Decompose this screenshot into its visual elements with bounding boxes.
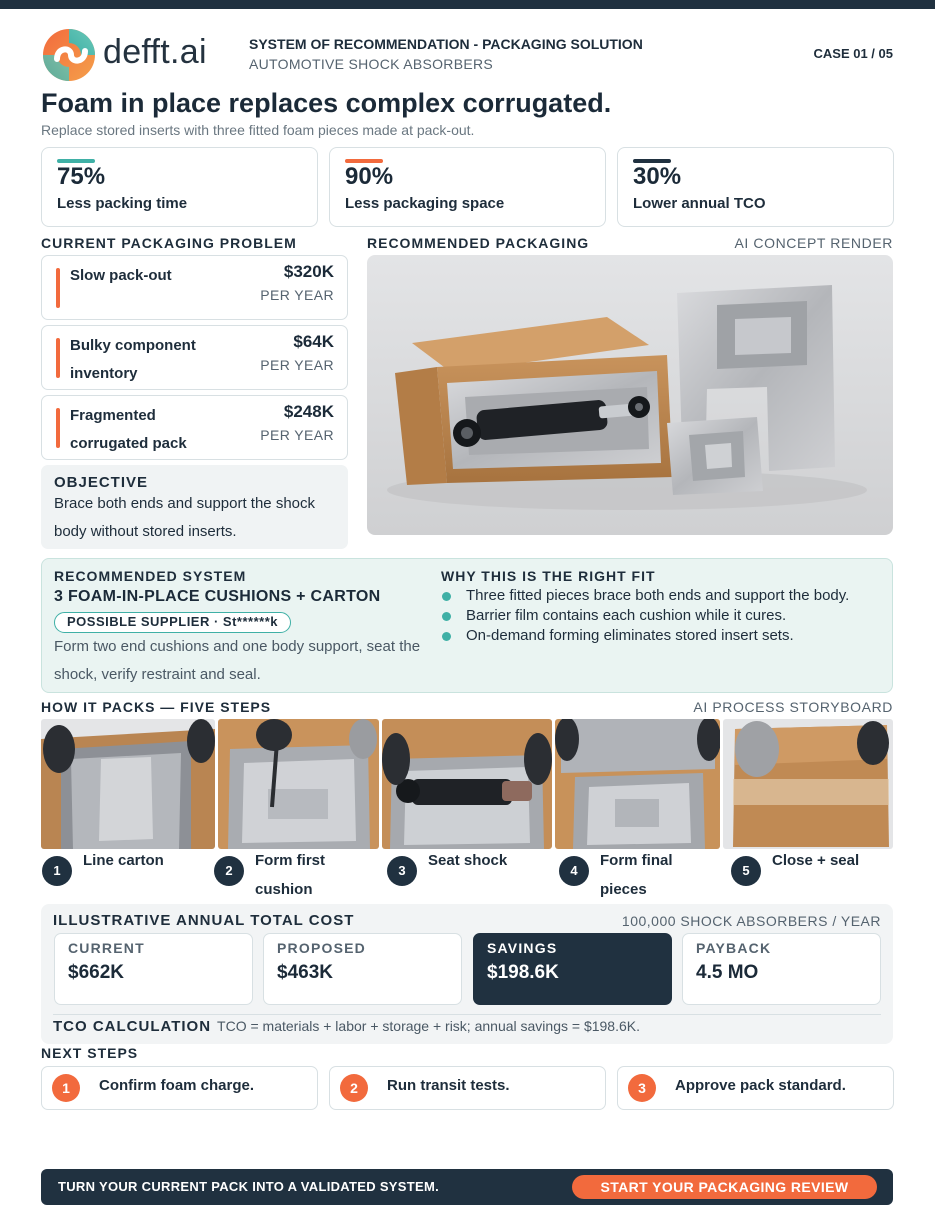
stat-card-packaging-space [329, 147, 606, 227]
step-image-form-final-pieces [555, 719, 720, 849]
tco-calc-label: TCO CALCULATION [53, 1018, 212, 1035]
why-fit-text: On-demand forming eliminates stored insert sets. [466, 627, 794, 644]
start-review-button[interactable]: START YOUR PACKAGING REVIEW [572, 1175, 877, 1199]
problem-accent [56, 408, 60, 448]
next-step-approve-standard [617, 1066, 894, 1110]
steps-section-title: HOW IT PACKS — FIVE STEPS [41, 699, 272, 715]
step-number-badge: 2 [214, 856, 244, 886]
next-step-transit-tests [329, 1066, 606, 1110]
bullet-icon [442, 612, 451, 621]
tco-title: ILLUSTRATIVE ANNUAL TOTAL COST [53, 912, 355, 929]
divider [53, 1014, 881, 1015]
stat-label: Less packaging space [345, 195, 505, 212]
cta-text: TURN YOUR CURRENT PACK INTO A VALIDATED SYSTEM. [58, 1179, 440, 1194]
bullet-icon [442, 592, 451, 601]
steps-tag: AI PROCESS STORYBOARD [693, 699, 893, 715]
stat-label: Less packing time [57, 195, 188, 212]
problem-period: PER YEAR [260, 427, 334, 443]
problem-item [41, 395, 348, 460]
stat-value: 75% [57, 163, 106, 190]
problem-amount: $320K [283, 262, 334, 281]
tco-volume: 100,000 SHOCK ABSORBERS / YEAR [621, 913, 881, 929]
packaging-render-illustration [367, 255, 893, 535]
step-number-badge: 1 [42, 856, 72, 886]
tco-calc-text: TCO = materials + labor + storage + risk; annual savings = $198.6K. [217, 1018, 640, 1034]
problem-accent [56, 338, 60, 378]
problem-item [41, 325, 348, 390]
problem-item [41, 255, 348, 320]
why-fit-text: Three fitted pieces brace both ends and support the body. [466, 587, 850, 604]
step-label: Line carton [83, 852, 164, 869]
recommended-system-name: 3 FOAM-IN-PLACE CUSHIONS + CARTON [54, 588, 381, 605]
next-step-number: 1 [52, 1074, 80, 1102]
tco-card-value: 4.5 MO [696, 962, 759, 983]
bullet-icon [442, 632, 451, 641]
recommended-system-description: Form two end cushions and one body support, seat the shock, verify restraint and seal. [54, 638, 421, 683]
why-fit-title: WHY THIS IS THE RIGHT FIT [441, 568, 656, 584]
stat-label: Lower annual TCO [633, 195, 766, 212]
stat-value: 90% [345, 163, 394, 190]
step-image-line-carton [41, 719, 215, 849]
why-fit-text: Barrier film contains each cushion while it cures. [466, 607, 787, 624]
next-step-number: 3 [628, 1074, 656, 1102]
concept-render-image [367, 255, 893, 535]
recommended-packaging-title: RECOMMENDED PACKAGING [367, 235, 590, 251]
tco-savings-card [473, 933, 672, 1005]
problem-label: Bulky component inventory [70, 337, 196, 382]
step-number-badge: 4 [559, 856, 589, 886]
step-image-close-seal [723, 719, 893, 849]
tco-card-value: $463K [277, 962, 333, 983]
tco-proposed-card [263, 933, 462, 1005]
problem-period: PER YEAR [260, 287, 334, 303]
problem-accent [56, 268, 60, 308]
stat-value: 30% [633, 163, 682, 190]
recommended-system-title: RECOMMENDED SYSTEM [54, 568, 247, 584]
defft-logo-icon [41, 27, 97, 83]
next-steps-title: NEXT STEPS [41, 1045, 139, 1061]
supplier-badge: POSSIBLE SUPPLIER · St******k [54, 612, 291, 633]
recommended-system-panel [41, 558, 893, 693]
tco-card-label: SAVINGS [487, 940, 558, 956]
top-bar [0, 0, 935, 9]
tco-panel [41, 904, 893, 1044]
next-step-label: Run transit tests. [387, 1077, 510, 1094]
step-label: Form first cushion [255, 852, 326, 898]
problem-label: Fragmented corrugated pack [70, 407, 187, 452]
objective-title: OBJECTIVE [54, 474, 149, 491]
tco-card-label: PAYBACK [696, 940, 772, 956]
next-step-confirm-foam [41, 1066, 318, 1110]
tco-card-label: CURRENT [68, 940, 145, 956]
stat-card-packing-time [41, 147, 318, 227]
tco-card-label: PROPOSED [277, 940, 366, 956]
step-label: Seat shock [428, 852, 508, 869]
objective-body: Brace both ends and support the shock body without stored inserts. [54, 495, 316, 540]
page-subline: Replace stored inserts with three fitted foam pieces made at pack-out. [41, 122, 475, 138]
next-step-label: Approve pack standard. [675, 1077, 846, 1094]
stat-card-annual-tco [617, 147, 894, 227]
case-counter: CASE 01 / 05 [813, 46, 893, 61]
step-label: Form final pieces [600, 852, 673, 898]
objective-box [41, 465, 348, 549]
brand-name: defft.ai [103, 33, 207, 71]
step-number-badge: 5 [731, 856, 761, 886]
problem-label: Slow pack-out [70, 267, 172, 284]
next-step-label: Confirm foam charge. [99, 1077, 255, 1094]
problem-amount: $248K [283, 402, 334, 421]
render-tag: AI CONCEPT RENDER [734, 235, 893, 251]
tco-payback-card [682, 933, 881, 1005]
problem-amount: $64K [293, 332, 334, 351]
cta-banner [41, 1169, 893, 1205]
system-subtitle: AUTOMOTIVE SHOCK ABSORBERS [249, 56, 494, 72]
tco-current-card [54, 933, 253, 1005]
why-fit-list [441, 584, 886, 647]
system-title: SYSTEM OF RECOMMENDATION - PACKAGING SOLUTION [249, 36, 643, 52]
page-headline: Foam in place replaces complex corrugated. [41, 88, 612, 118]
tco-card-value: $662K [68, 962, 124, 983]
why-fit-item [441, 624, 886, 647]
step-image-seat-shock [382, 719, 552, 849]
step-image-form-first-cushion [218, 719, 379, 849]
step-label: Close + seal [772, 852, 860, 869]
tco-calculation [53, 1018, 640, 1035]
problem-section-title: CURRENT PACKAGING PROBLEM [41, 235, 297, 251]
next-step-number: 2 [340, 1074, 368, 1102]
step-number-badge: 3 [387, 856, 417, 886]
tco-card-value: $198.6K [487, 962, 559, 983]
problem-period: PER YEAR [260, 357, 334, 373]
